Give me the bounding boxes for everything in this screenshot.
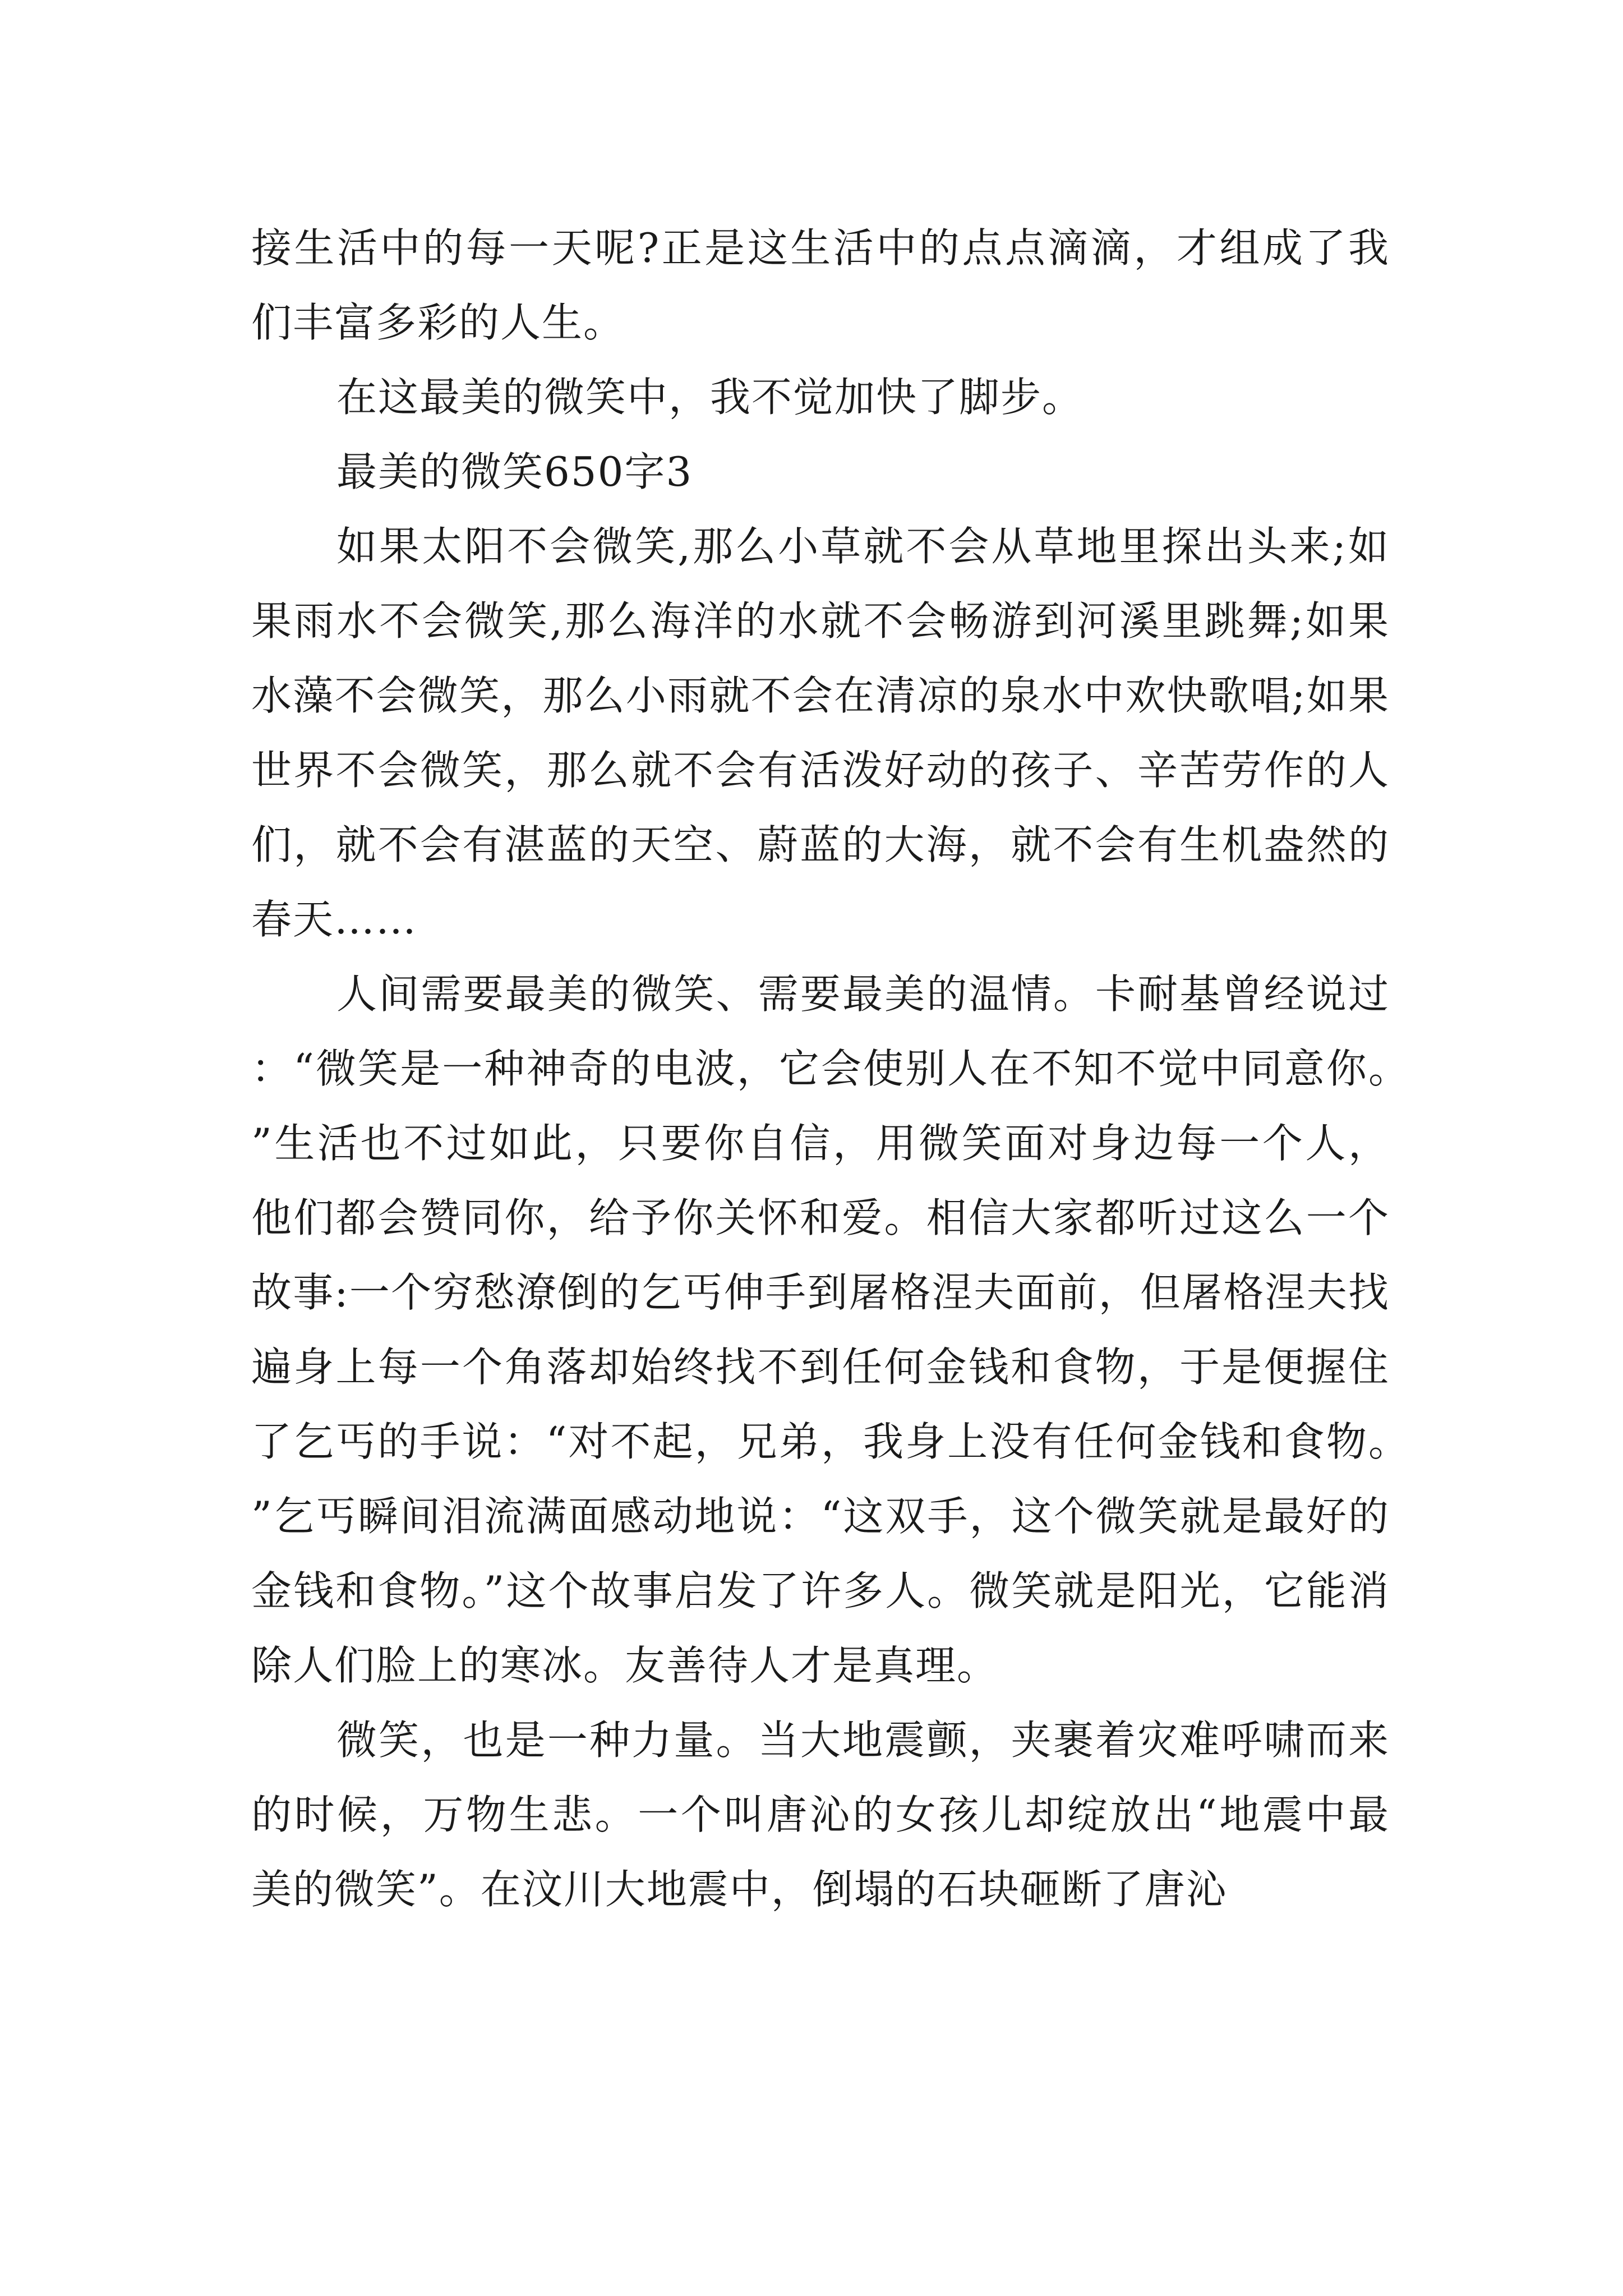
paragraph-if-sun-smiles: 如果太阳不会微笑,那么小草就不会从草地里探出头来;如果雨水不会微笑,那么海洋的水就不会畅游到河溪里跳舞;如果水藻不会微笑，那么小雨就不会在清凉的泉水中欢快歌唱;如果世界不会微笑，那么就不会有活泼好动的孩子、辛苦劳作的人们，就不会有湛蓝的天空、蔚蓝的大海，就不会有生机盎然的春天…… [251, 523, 1390, 943]
section-heading: 最美的微笑650字3 [336, 448, 693, 495]
paragraph-continuation: 接生活中的每一天呢?正是这生活中的点点滴滴，才组成了我们丰富多彩的人生。 [251, 224, 1390, 346]
paragraph-carnegie-story: 人间需要最美的微笑、需要最美的温情。卡耐基曾经说过：“微笑是一种神奇的电波，它会使别人在不知不觉中同意你。”生活也不过如此，只要你自信，用微笑面对身边每一个人，他们都会赞同你，给予你关怀和爱。相信大家都听过这么一个故事:一个穷愁潦倒的乞丐伸手到屠格涅夫面前，但屠格涅夫找遍身上每一个角落却始终找不到任何金钱和食物，于是便握住了乞丐的手说：“对不起，兄弟，我身上没有任何金钱和食物。”乞丐瞬间泪流满面感动地说：“这双手，这个微笑就是最好的金钱和食物。”这个故事启发了许多人。微笑就是阳光，它能消除人们脸上的寒冰。友善待人才是真理。 [251, 970, 1390, 1689]
paragraph-earthquake-smile: 微笑，也是一种力量。当大地震颤，夹裹着灾难呼啸而来的时候，万物生悲。一个叫唐沁的女孩儿却绽放出“地震中最美的微笑”。在汶川大地震中，倒塌的石块砸断了唐沁 [251, 1717, 1390, 1913]
paragraph-quicken-steps: 在这最美的微笑中，我不觉加快了脚步。 [336, 374, 1084, 421]
document-page [251, 211, 1390, 1927]
